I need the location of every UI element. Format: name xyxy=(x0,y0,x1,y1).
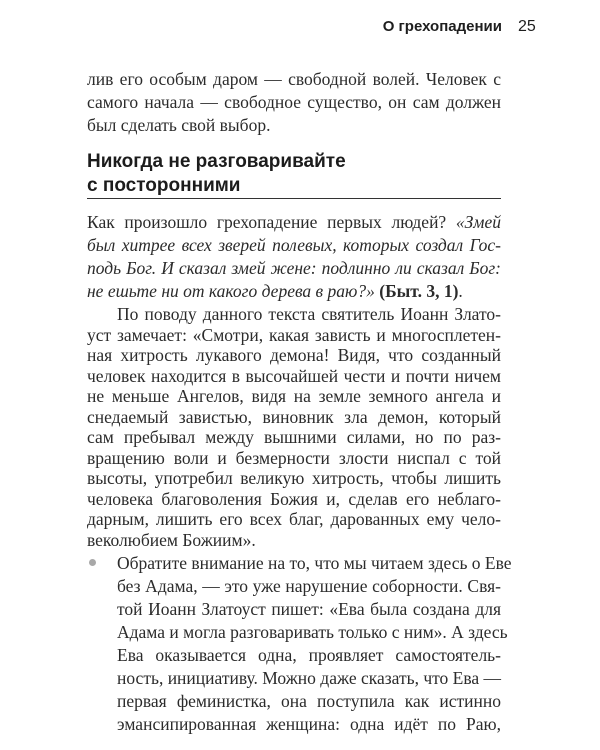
text-line: человек находится в высочайшей чести и почти ничем xyxy=(87,365,501,386)
text-line: человека благоволения Божия и, сделав его неблаго- xyxy=(87,488,501,509)
section-heading-line: с посторонними xyxy=(87,175,241,196)
quote-run: «Змей xyxy=(455,212,501,232)
text-run: . xyxy=(458,281,463,301)
text-line: лив его особым даром — свободной волей. Человек с xyxy=(87,69,501,89)
bullet-dot xyxy=(89,559,96,566)
quote-line: подь Бог. И сказал змей жене: подлинно ли сказал Бог: xyxy=(87,258,501,278)
text-line: По поводу данного текста святитель Иоанн Злато- xyxy=(117,304,501,324)
text-line: сам пребывал между вышними силами, но по раз- xyxy=(87,427,501,447)
running-header-title: О грехопадении xyxy=(382,18,502,35)
text-run: Как произошло грехопадение первых людей? xyxy=(87,212,456,232)
text-line: не меньше Ангелов, видя на земле земного ангела и xyxy=(87,386,501,406)
text-line: высоты, употребил великую хитрость, чтобы лишить xyxy=(87,468,501,488)
bible-reference: (Быт. 3, 1) xyxy=(374,281,459,301)
section-heading-line: Никогда не разговаривайте xyxy=(87,151,346,172)
text-line xyxy=(87,280,501,303)
bullet-text-line: первая феминистка, она поступила как истинно xyxy=(117,691,501,711)
text-line: веколюбием Божиим». xyxy=(87,529,256,550)
text-line: самого начала — свободное существо, он сам должен xyxy=(87,92,501,112)
text-line: ная хитрость лукавого демона! Видя, что созданный xyxy=(87,345,501,365)
bullet-text-line: той Иоанн Златоуст пишет: «Ева была создана для xyxy=(117,599,501,619)
quote-run: не ешьте ни от какого дерева в раю?» xyxy=(87,281,375,301)
heading-rule xyxy=(87,198,501,199)
text-line: был сделать свой выбор. xyxy=(87,115,271,135)
bullet-text-line: без Адама, — это уже нарушение соборности. Свя- xyxy=(117,576,501,596)
text-line xyxy=(87,211,501,234)
bullet-text-line: Адама и могла разговаривать только с ним». А здесь xyxy=(117,622,508,642)
running-header xyxy=(382,18,536,35)
text-line: дарным, лишить его всех благ, дарованных ему чело- xyxy=(87,509,501,529)
text-line: уст замечает: «Смотри, какая зависть и многосплетен- xyxy=(87,324,501,345)
bullet-text-line: Ева оказывается одна, проявляет самостоятель- xyxy=(117,645,501,665)
bullet-text-line: ность, инициативу. Можно даже сказать, что Ева — xyxy=(117,668,502,688)
quote-line: был хитрее всех зверей полевых, которых создал Гос- xyxy=(87,235,501,255)
bullet-text-line: Обратите внимание на то, что мы читаем здесь о Еве xyxy=(117,553,512,573)
text-line: вращению воли и безмерности злости ниспал с той xyxy=(87,447,501,468)
bullet-text-line: эмансипированная женщина: одна идёт по Раю, xyxy=(117,714,501,734)
page-number: 25 xyxy=(518,18,536,35)
text-line: снедаемый завистью, виновник зла демон, который xyxy=(87,406,501,427)
